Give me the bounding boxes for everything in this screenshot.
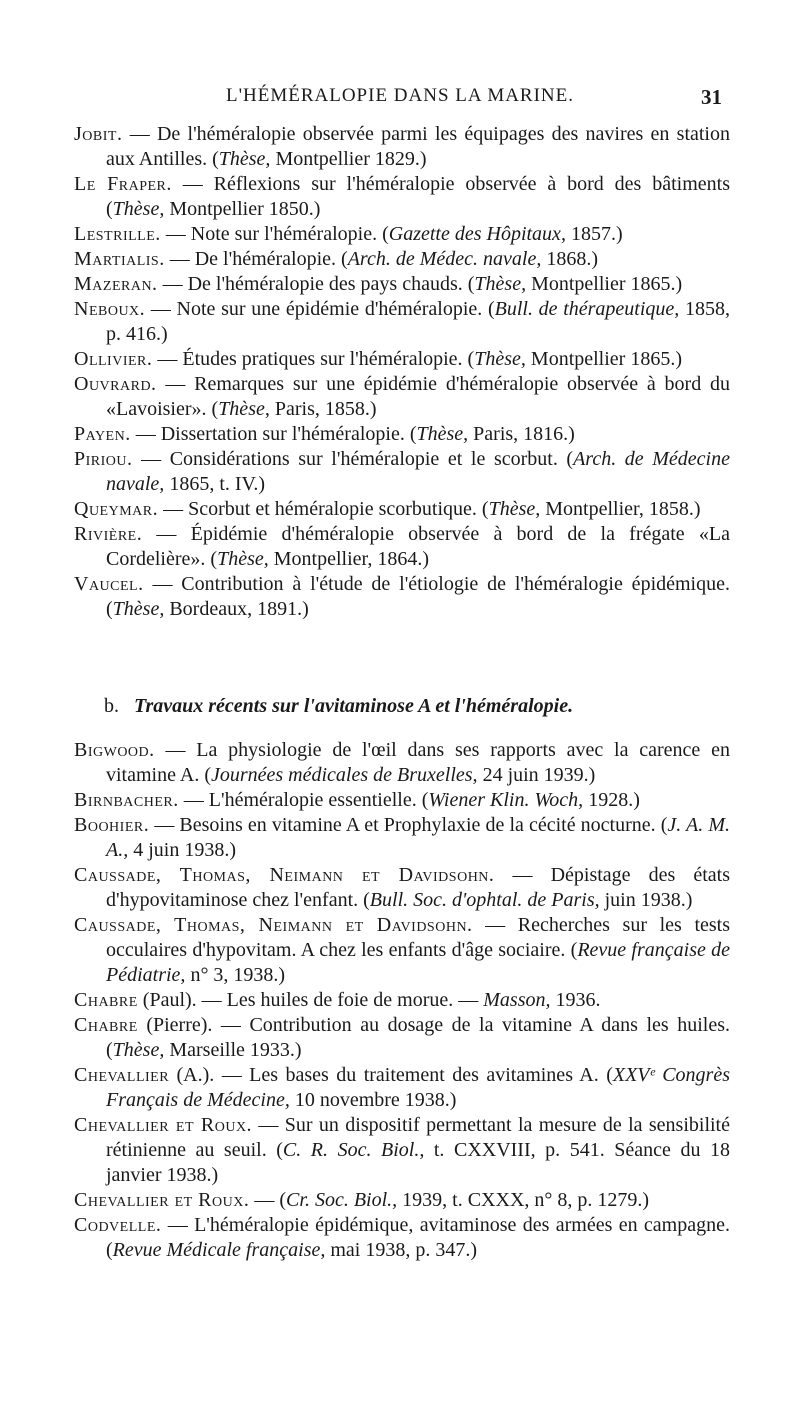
entry-text: — Épidémie d'héméralopie observée à bord de la frégate «La Cordelière». ( bbox=[106, 523, 730, 570]
bibliography-entry bbox=[74, 1188, 730, 1213]
bibliography-entry bbox=[74, 1213, 730, 1263]
entry-journal: Arch. de Médec. navale, bbox=[347, 248, 542, 270]
entry-journal: Thèse, bbox=[474, 273, 527, 295]
entry-journal: Thèse, bbox=[488, 498, 541, 520]
entry-text: — Note sur l'héméralopie. ( bbox=[160, 223, 389, 245]
entry-text: — Contribution à l'étude de l'étiologie de l'héméralogie épidémique. ( bbox=[106, 573, 730, 620]
entry-text: — La physiologie de l'œil dans ses rapports avec la carence en vitamine A. ( bbox=[106, 739, 730, 786]
author-name: Ollivier. bbox=[74, 348, 153, 370]
entry-details: 1868.) bbox=[541, 248, 598, 270]
entry-details: Paris, 1816.) bbox=[468, 423, 575, 445]
entry-journal: Thèse, bbox=[218, 398, 270, 420]
entry-details: 1865, t. IV.) bbox=[164, 473, 266, 495]
entry-text: — Recherches sur les tests occulaires d'hypovitam. A chez les enfants d'âge sociaire. ( bbox=[106, 914, 730, 961]
entry-text: — Scorbut et héméralopie scorbutique. ( bbox=[158, 498, 489, 520]
bibliography-entry bbox=[74, 813, 730, 863]
entry-journal: Thèse, bbox=[112, 598, 165, 620]
entry-details: 1857.) bbox=[565, 223, 623, 245]
author-name: Birnbacher. bbox=[74, 789, 179, 811]
author-name: Vaucel. bbox=[74, 573, 144, 595]
entry-journal: Thèse, bbox=[217, 548, 269, 570]
entry-journal: Thèse, bbox=[112, 198, 165, 220]
author-name: Le Fraper. bbox=[74, 173, 172, 195]
entry-text: — De l'héméralopie observée parmi les équipages des navires en station aux Antilles. ( bbox=[106, 123, 730, 170]
bibliography-entry bbox=[74, 572, 730, 622]
running-title: L'HÉMÉRALOPIE DANS LA MARINE. bbox=[225, 85, 575, 106]
author-name: Caussade, Thomas, Neimann et Davidsohn. bbox=[74, 914, 473, 936]
entry-journal: J. A. M. A., bbox=[106, 814, 730, 861]
entry-text: — De l'héméralopie des pays chauds. ( bbox=[157, 273, 475, 295]
entry-journal: Bull. de thérapeutique, bbox=[494, 298, 680, 320]
entry-journal: Cr. Soc. Biol., bbox=[286, 1189, 398, 1211]
entry-journal: Thèse, bbox=[474, 348, 526, 370]
entry-journal: C. R. Soc. Biol., bbox=[282, 1139, 425, 1161]
entry-details: 4 juin 1938.) bbox=[128, 839, 236, 861]
entry-text: — Note sur une épidémie d'héméralopie. ( bbox=[145, 298, 495, 320]
entry-details: Montpellier 1829.) bbox=[270, 148, 427, 170]
entry-details: Montpellier, 1864.) bbox=[268, 548, 430, 570]
entry-journal: Thèse, bbox=[416, 423, 469, 445]
entry-journal: Revue française de Pédiatrie, bbox=[106, 939, 730, 986]
bibliography-list-a bbox=[74, 122, 730, 622]
bibliography-entry bbox=[74, 1113, 730, 1188]
bibliography-entry bbox=[74, 222, 730, 247]
author-name: Ouvrard. bbox=[74, 373, 157, 395]
entry-details: Marseille 1933.) bbox=[164, 1039, 302, 1061]
entry-journal: Journées médicales de Bruxelles, bbox=[210, 764, 478, 786]
author-name: Bigwood. bbox=[74, 739, 155, 761]
entry-details: Paris, 1858.) bbox=[269, 398, 377, 420]
entry-details: n° 3, 1938.) bbox=[185, 964, 286, 986]
entry-text: — Réflexions sur l'héméralopie observée à bord des bâtiments ( bbox=[106, 173, 730, 220]
author-name: Caussade, Thomas, Neimann et Davidsohn. bbox=[74, 864, 495, 886]
entry-journal: Bull. Soc. d'ophtal. de Paris, bbox=[369, 889, 600, 911]
entry-text: (Paul). — Les huiles de foie de morue. — bbox=[137, 989, 484, 1011]
bibliography-entry bbox=[74, 497, 730, 522]
entry-text: — Dépistage des états d'hypovitaminose chez l'enfant. ( bbox=[106, 864, 730, 911]
entry-journal: Masson, bbox=[483, 989, 551, 1011]
bibliography-entry bbox=[74, 122, 730, 172]
entry-text: — ( bbox=[249, 1189, 287, 1211]
entry-text: — Remarques sur une épidémie d'héméralopie observée à bord du «Lavoisier». ( bbox=[106, 373, 730, 420]
entry-text: — Besoins en vitamine A et Prophylaxie de la cécité nocturne. ( bbox=[149, 814, 668, 836]
entry-journal: Gazette des Hôpitaux, bbox=[388, 223, 566, 245]
entry-details: Montpellier 1850.) bbox=[164, 198, 321, 220]
author-name: Chevallier et Roux. bbox=[74, 1189, 250, 1211]
author-name: Codvelle. bbox=[74, 1214, 162, 1236]
author-name: Chevallier et Roux. bbox=[74, 1114, 253, 1136]
bibliography-entry bbox=[74, 738, 730, 788]
entry-details: 1936. bbox=[550, 989, 601, 1011]
author-name: Jobit. bbox=[74, 123, 123, 145]
bibliography-entry bbox=[74, 172, 730, 222]
author-name: Rivière. bbox=[74, 523, 143, 545]
author-name: Payen. bbox=[74, 423, 131, 445]
entry-details: 1928.) bbox=[583, 789, 640, 811]
bibliography-entry bbox=[74, 788, 730, 813]
section-heading bbox=[104, 695, 724, 718]
entry-text: — L'héméralopie essentielle. ( bbox=[178, 789, 429, 811]
author-name: Chabre bbox=[74, 1014, 138, 1036]
entry-text: (A.). — Les bases du traitement des avitamines A. ( bbox=[169, 1064, 613, 1086]
entry-details: Montpellier, 1858.) bbox=[540, 498, 701, 520]
bibliography-entry bbox=[74, 913, 730, 988]
author-name: Martialis. bbox=[74, 248, 165, 270]
entry-details: t. CXXVIII, p. 541. Séance du 18 janvier 1938.) bbox=[106, 1139, 730, 1186]
entry-details: Montpellier 1865.) bbox=[525, 348, 682, 370]
entry-journal: XXVᵉ Congrès Français de Médecine, bbox=[106, 1064, 730, 1111]
bibliography-entry bbox=[74, 988, 730, 1013]
bibliography-entry bbox=[74, 1013, 730, 1063]
entry-journal: Thèse, bbox=[112, 1039, 165, 1061]
entry-text: (Pierre). — Contribution au dosage de la vitamine A dans les huiles. ( bbox=[106, 1014, 730, 1061]
entry-details: mai 1938, p. 347.) bbox=[325, 1239, 478, 1261]
bibliography-entry bbox=[74, 422, 730, 447]
page-number: 31 bbox=[701, 85, 722, 109]
entry-text: — Études pratiques sur l'héméralopie. ( bbox=[152, 348, 475, 370]
author-name: Piriou. bbox=[74, 448, 133, 470]
author-name: Neboux. bbox=[74, 298, 146, 320]
author-name: Chabre bbox=[74, 989, 138, 1011]
author-name: Mazeran. bbox=[74, 273, 158, 295]
bibliography-entry bbox=[74, 522, 730, 572]
entry-text: — Dissertation sur l'héméralopie. ( bbox=[130, 423, 417, 445]
bibliography-entry bbox=[74, 297, 730, 347]
author-name: Boohier. bbox=[74, 814, 150, 836]
bibliography-entry bbox=[74, 447, 730, 497]
author-name: Chevallier bbox=[74, 1064, 170, 1086]
bibliography-entry bbox=[74, 347, 730, 372]
entry-journal: Wiener Klin. Woch, bbox=[428, 789, 584, 811]
entry-text: — Considérations sur l'héméralopie et le scorbut. ( bbox=[132, 448, 574, 470]
bibliography-entry bbox=[74, 247, 730, 272]
entry-details: 1939, t. CXXX, n° 8, p. 1279.) bbox=[397, 1189, 650, 1211]
entry-details: juin 1938.) bbox=[599, 889, 693, 911]
bibliography-entry bbox=[74, 1063, 730, 1113]
author-name: Lestrille. bbox=[74, 223, 161, 245]
entry-details: 10 novembre 1938.) bbox=[289, 1089, 457, 1111]
bibliography-list-b bbox=[74, 738, 730, 1263]
entry-text: — L'héméralopie épidémique, avitaminose des armées en campagne. ( bbox=[106, 1214, 730, 1261]
entry-text: — Sur un dispositif permettant la mesure de la sensibilité rétinienne au seuil. ( bbox=[106, 1114, 730, 1161]
entry-details: Bordeaux, 1891.) bbox=[164, 598, 309, 620]
entry-details: 1858, p. 416.) bbox=[106, 298, 731, 345]
entry-journal: Thèse, bbox=[218, 148, 271, 170]
section-title: Travaux récents sur l'avitaminose A et l'héméralopie. bbox=[134, 695, 574, 717]
entry-details: Montpellier 1865.) bbox=[526, 273, 683, 295]
entry-text: — De l'héméralopie. ( bbox=[164, 248, 348, 270]
bibliography-entry bbox=[74, 863, 730, 913]
entry-journal: Revue Médicale française, bbox=[112, 1239, 326, 1261]
author-name: Queymar. bbox=[74, 498, 159, 520]
page-header bbox=[0, 85, 800, 115]
bibliography-entry bbox=[74, 272, 730, 297]
entry-details: 24 juin 1939.) bbox=[477, 764, 596, 786]
entry-journal: Arch. de Médecine navale, bbox=[106, 448, 730, 495]
section-label: b. bbox=[104, 695, 119, 717]
bibliography-entry bbox=[74, 372, 730, 422]
